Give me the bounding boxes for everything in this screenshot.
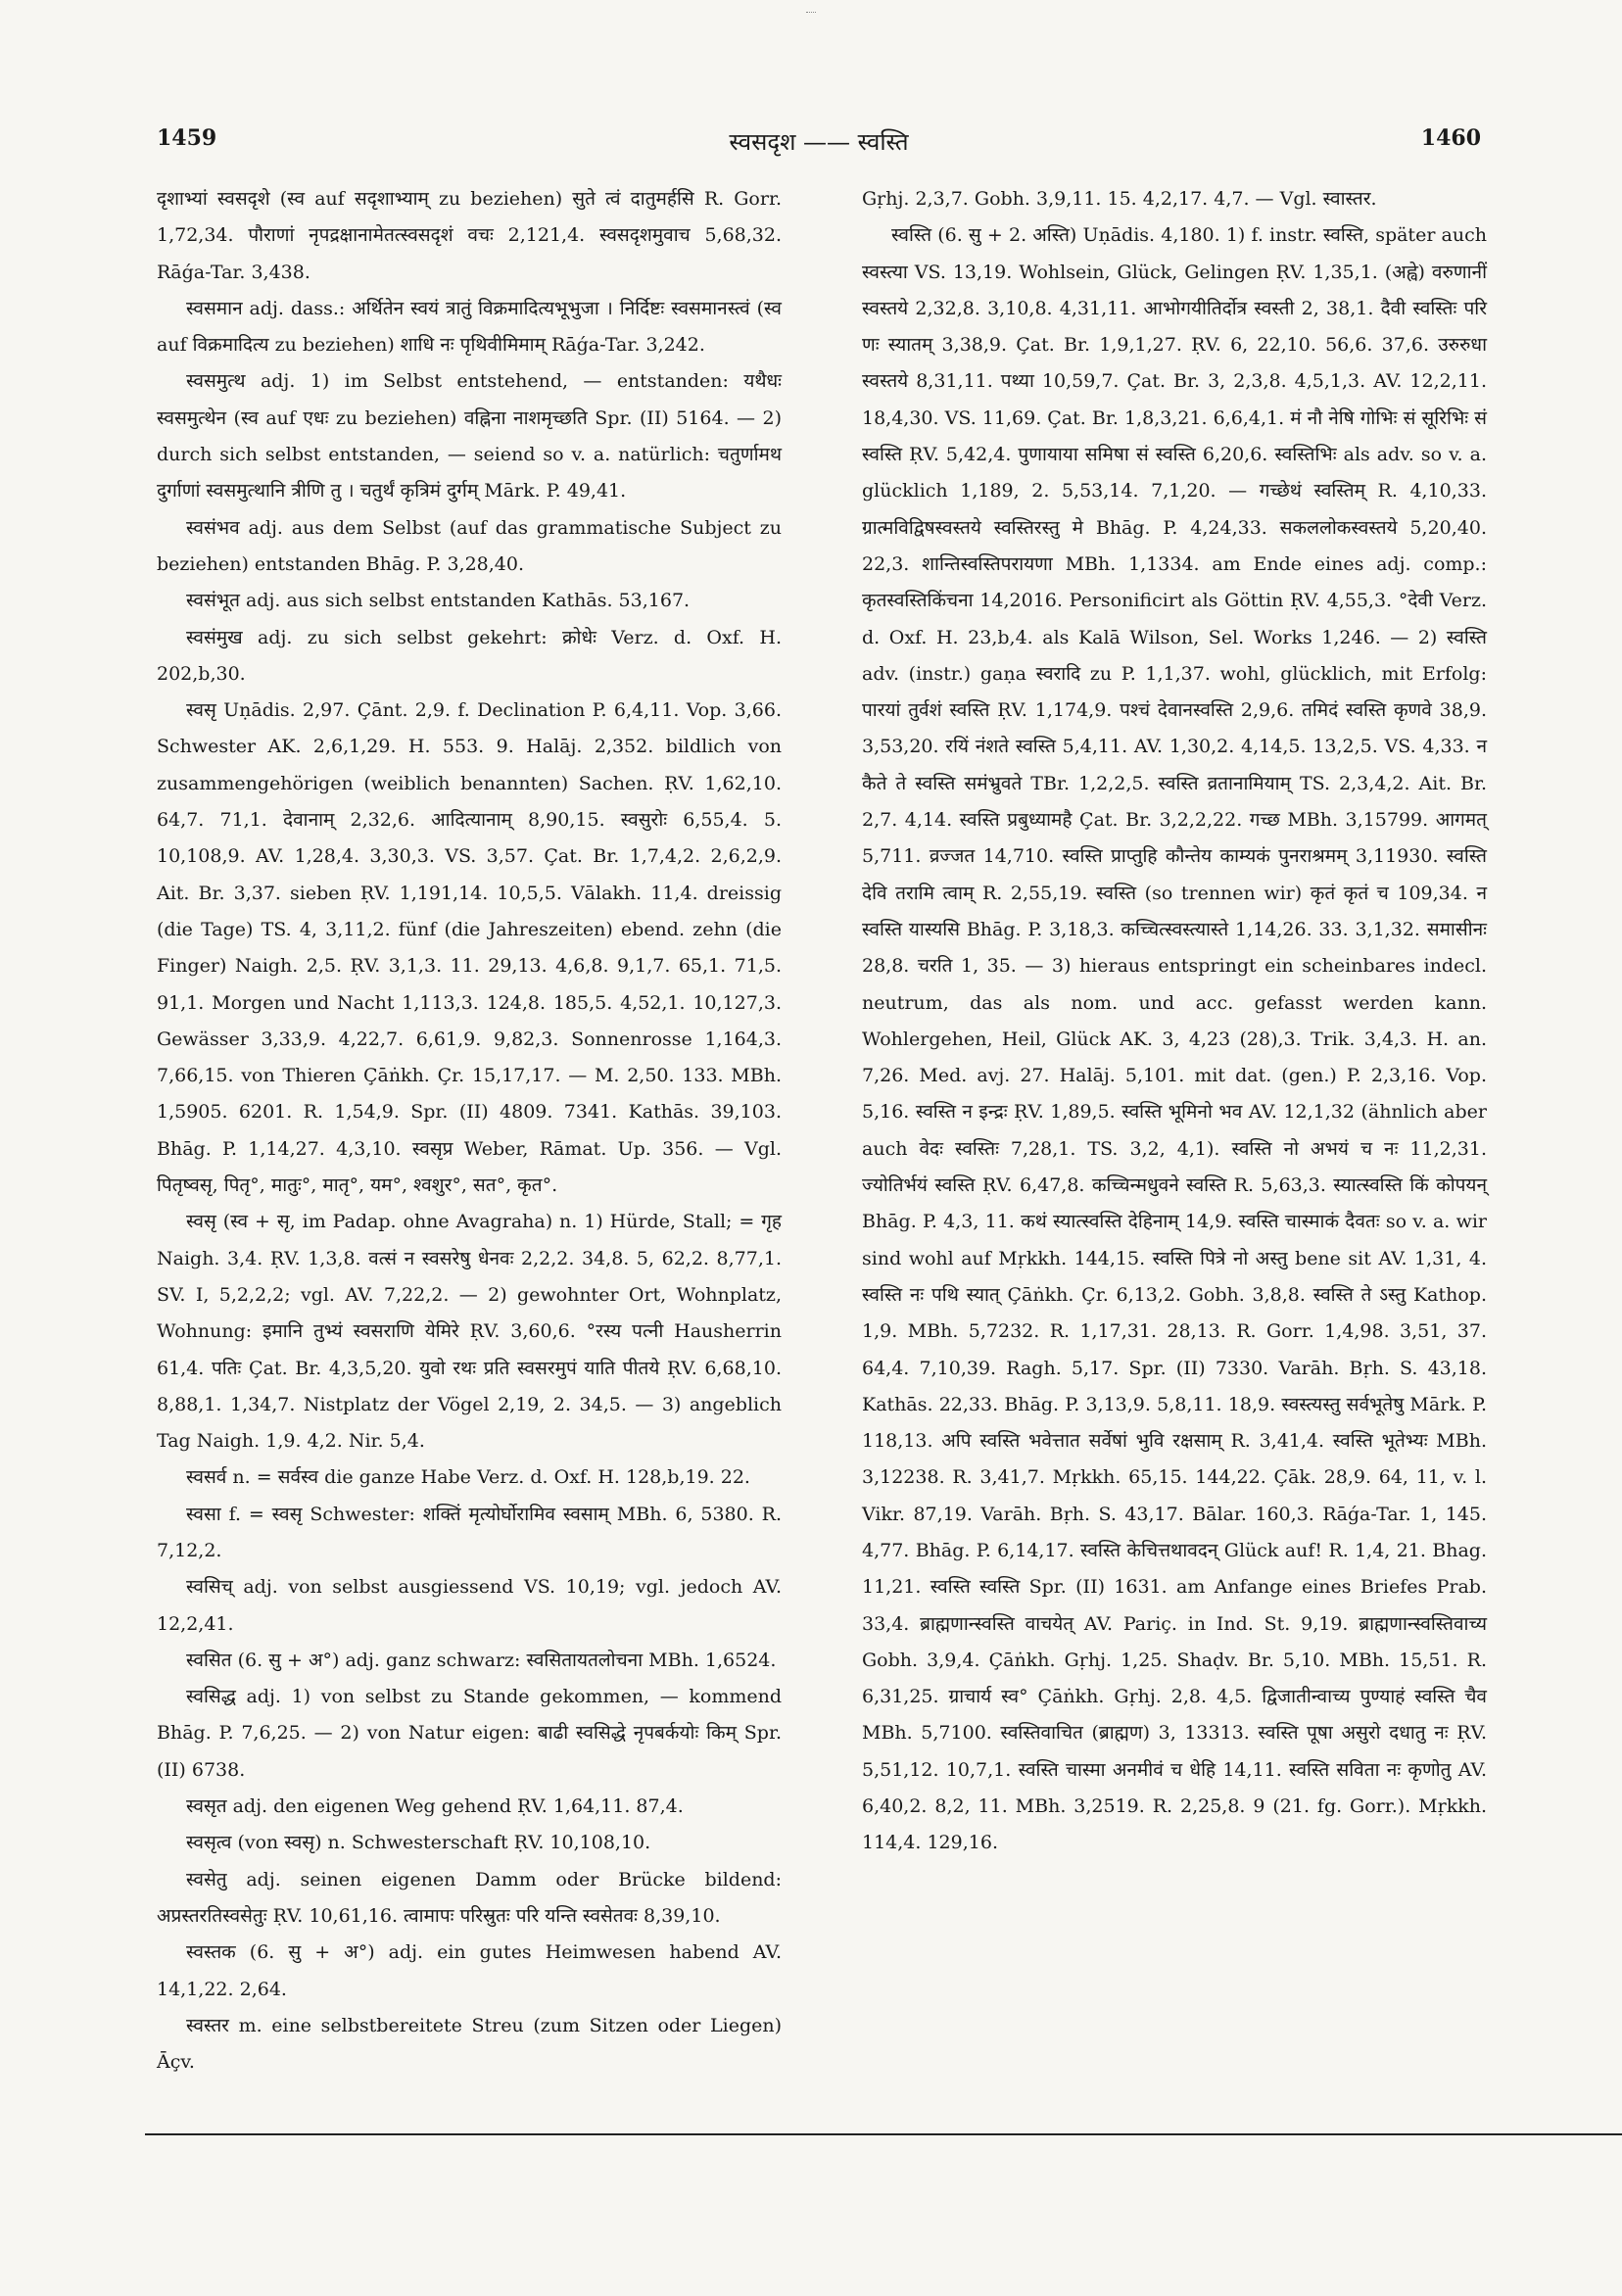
- entry-paragraph: स्वसृ (स्व + सृ, im Padap. ohne Avagraha) n. 1) Hürde, Stall; = गृह Naigh. 3,4. ṚV. 1,3,8. वत्सं न स्वसरेषु धेनवः 2,2,2. 34,8. 5, 62,2. 8,77,1. SV. I, 5,2,2,2; vgl. AV. 7,22,2. — 2) gewohnter Ort, Wohnplatz, Wohnung: इमानि तुभ्यं स्वसराणि येमिरे ṚV. 3,60,6. °रस्य पत्नी Hausherrin 61,4. पतिः Çat. Br. 4,3,5,20. युवो रथः प्रति स्वसरमुपं याति पीतये ṚV. 6,68,10. 8,88,1. 1,34,7. Nistplatz der Vögel 2,19, 2. 34,5. — 3) angeblich Tag Naigh. 1,9. 4,2. Nir. 5,4.: [157, 1211, 782, 1453]
- entry-paragraph: स्वसमान adj. dass.: अर्थितेन स्वयं त्रातुं विक्रमादित्यभूभुजा । निर्दिष्टः स्वसमानस्त्वं (स्व auf विक्रमादित्य zu beziehen) शाधि नः पृथिवीमिमाम् Rāǵa-Tar. 3,242.: [157, 297, 782, 357]
- entry-paragraph: Gṛhj. 2,3,7. Gobh. 3,9,11. 15. 4,2,17. 4,7. — Vgl. स्वास्तर.: [862, 188, 1377, 210]
- left-column: [157, 181, 782, 2081]
- entry-paragraph: स्वसा f. = स्वसृ Schwester: शक्तिं मृत्योर्घोरामिव स्वसाम् MBh. 6, 5380. R. 7,12,2.: [157, 1503, 782, 1561]
- entry-paragraph: स्वसमुत्थ adj. 1) im Selbst entstehend, — entstanden: यथैधः स्वसमुत्थेन (स्व auf एधः zu beziehen) वह्निना नाशमृच्छति Spr. (II) 5164. — 2) durch sich selbst entstanden, — seiend so v. a. natürlich: चतुर्णामथ दुर्गाणां स्वसमुत्थानि त्रीणि तु । चतुर्थं कृत्रिमं दुर्गम् Mārk. P. 49,41.: [157, 370, 782, 502]
- entry-paragraph: स्वस्ति (6. सु + 2. अस्ति) Uṇādis. 4,180. 1) f. instr. स्वस्ति, später auch स्वस्त्या VS. 13,19. Wohlsein, Glück, Gelingen ṚV. 1,35,1. (अह्वे) वरुणानीं स्वस्तये 2,32,8. 3,10,8. 4,31,11. आभोगयीतिर्दोत्र स्वस्ती 2, 38,1. दैवी स्वस्तिः परि णः स्यातम् 3,38,9. Çat. Br. 1,9,1,27. ṚV. 6, 22,10. 56,6. 37,6. उरुरुधा स्वस्तये 8,31,11. पथ्या 10,59,7. Çat. Br. 3, 2,3,8. 4,5,1,3. AV. 12,2,11. 18,4,30. VS. 11,69. Çat. Br. 1,8,3,21. 6,6,4,1. मं नौ नेषि गोभिः सं सूरिभिः सं स्वस्ति ṚV. 5,42,4. पुणायाया समिषा सं स्वस्ति 6,20,6. स्वस्तिभिः als adv. so v. a. glücklich 1,189, 2. 5,53,14. 7,1,20. — गच्छेथं स्वस्तिम् R. 4,10,33. ग्रात्मविद्विषस्वस्तये स्वस्तिरस्तु मे Bhāg. P. 4,24,33. सकललोकस्वस्तये 5,20,40. 22,3. शान्तिस्वस्तिपरायणा MBh. 1,1334. am Ende eines adj. comp.: कृतस्वस्तिकिंचना 14,2016. Personificirt als Göttin ṚV. 4,55,3. °देवी Verz. d. Oxf. H. 23,b,4. als Kalā Wilson, Sel. Works 1,246. — 2) स्वस्ति adv. (instr.) gaṇa स्वरादि zu P. 1,1,37. wohl, glücklich, mit Erfolg: पारयां तुर्वशं स्वस्ति ṚV. 1,174,9. पश्चं देवानस्वस्ति 2,9,6. तमिदं स्वस्ति कृणवे 38,9. 3,53,20. रयिं नंशते स्वस्ति 5,4,11. AV. 1,30,2. 4,14,5. 13,2,5. VS. 4,33. न कैते ते स्वस्ति समंभ्रुवते TBr. 1,2,2,5. स्वस्ति व्रतानामियाम् TS. 2,3,4,2. Ait. Br. 2,7. 4,14. स्वस्ति प्रबुध्यामहै Çat. Br. 3,2,2,22. गच्छ MBh. 3,15799. आगमत् 5,711. व्रज्जत 14,710. स्वस्ति प्राप्तुहि कौन्तेय काम्यकं पुनराश्रमम् 3,11930. स्वस्ति देवि तरामि त्वाम् R. 2,55,19. स्वस्ति (so trennen wir) कृतं कृतं च 109,34. न स्वस्ति यास्यसि Bhāg. P. 3,18,3. कच्चित्स्वस्त्यास्ते 1,14,26. 33. 3,1,32. समासीनः 28,8. चरति 1, 35. — 3) hieraus entspringt ein scheinbares indecl. neutrum, das als nom. und acc. gefasst werden kann. Wohlergehen, Heil, Glück AK. 3, 4,23 (28),3. Trik. 3,4,3. H. an. 7,26. Med. avj. 27. Halāj. 5,101. mit dat. (gen.) P. 2,3,16. Vop. 5,16. स्वस्ति न इन्द्रः ṚV. 1,89,5. स्वस्ति भूमिनो भव AV. 12,1,32 (ähnlich aber auch वेदः स्वस्तिः 7,28,1. TS. 3,2, 4,1). स्वस्ति नो अभयं च नः 11,2,31. ज्योतिर्भयं स्वस्ति ṚV. 6,47,8. कच्चिन्मधुवने स्वस्ति R. 5,63,3. स्यात्स्वस्ति किं कोपयन् Bhāg. P. 4,3, 11. कथं स्यात्स्वस्ति देहिनाम् 14,9. स्वस्ति चास्माकं दैवतः so v. a. wir sind wohl auf Mṛkkh. 144,15. स्वस्ति पित्रे नो अस्तु bene sit AV. 1,31, 4. स्वस्ति नः पथि स्यात् Çāṅkh. Çr. 6,13,2. Gobh. 3,8,8. स्वस्ति ते ऽस्तु Kathop. 1,9. MBh. 5,7232. R. 1,17,31. 28,13. R. Gorr. 1,4,98. 3,51, 37. 64,4. 7,10,39. Ragh. 5,17. Spr. (II) 7330. Varāh. Bṛh. S. 43,18. Kathās. 22,33. Bhāg. P. 3,13,9. 5,8,11. 18,9. स्वस्त्यस्तु सर्वभूतेषु Mārk. P. 118,13. अपि स्वस्ति भवेत्तात सर्वेषां भुवि रक्षसाम् R. 3,41,4. स्वस्ति भूतेभ्यः MBh. 3,12238. R. 3,41,7. Mṛkkh. 65,15. 144,22. Çāk. 28,9. 64, 11, v. l. Vikr. 87,19. Varāh. Bṛh. S. 43,17. Bālar. 160,3. Rāǵa-Tar. 1, 145. 4,77. Bhāg. P. 6,14,17. स्वस्ति केचित्तथावदन् Glück auf! R. 1,4, 21. Bhag. 11,21. स्वस्ति स्वस्ति Spr. (II) 1631. am Anfange eines Briefes Prab. 33,4. ब्राह्मणान्स्वस्ति वाचयेत् AV. Pariç. in Ind. St. 9,19. ब्राह्मणान्स्वस्तिवाच्य Gobh. 3,9,4. Çāṅkh. Gṛhj. 1,25. Shaḍv. Br. 5,10. MBh. 15,51. R. 6,31,25. ग्राचार्य स्व° Çāṅkh. Gṛhj. 2,8. 4,5. द्विजातीन्वाच्य पुण्याहं स्वस्ति चैव MBh. 5,7100. स्वस्तिवाचित (ब्राह्मण) 3, 13313. स्वस्ति पूषा असुरो दधातु नः ṚV. 5,51,12. 10,7,1. स्वस्ति चास्मा अनमीवं च धेहि 14,11. स्वस्ति सविता नः कृणोतु AV. 6,40,2. 8,2, 11. MBh. 3,2519. R. 2,25,8. 9 (21. fg. Gorr.). Mṛkkh. 114,4. 129,16.: [862, 224, 1487, 1854]
- entry-paragraph: स्वसिच् adj. von selbst ausgiessend VS. 10,19; vgl. jedoch AV. 12,2,41.: [157, 1576, 782, 1635]
- entry-paragraph: स्वस्तक (6. सु + अ°) adj. ein gutes Heimwesen habend AV. 14,1,22. 2,64.: [157, 1941, 782, 2000]
- entry-paragraph: दृशाभ्यां स्वसदृशे (स्व auf सदृशाभ्याम् zu beziehen) सुते त्वं दातुमर्हसि R. Gorr. 1,72,34. पौराणां नृपद्रक्षानामेतत्स्वसदृशं वचः 2,121,4. स्वसदृशमुवाच 5,68,32. Rāǵa-Tar. 3,438.: [157, 188, 782, 283]
- entry-paragraph: स्वसंमुख adj. zu sich selbst gekehrt: क्रोधेः Verz. d. Oxf. H. 202,b,30.: [157, 626, 782, 685]
- entry-paragraph: स्वसंभूत adj. aus sich selbst entstanden Kathās. 53,167.: [186, 590, 691, 612]
- entry-paragraph: स्वसेतु adj. seinen eigenen Damm oder Brücke bildend: अप्रस्तरतिस्वसेतुः ṚV. 10,61,16. त्वामापः परिस्रुतः परि यन्ति स्वसेतवः 8,39,10.: [157, 1868, 782, 1927]
- entry-paragraph: स्वसृत्व (von स्वसृ) n. Schwesterschaft ṚV. 10,108,10.: [186, 1832, 651, 1854]
- entry-paragraph: स्वस्तर m. eine selbstbereitete Streu (zum Sitzen oder Liegen) Āçv.: [157, 2014, 782, 2074]
- entry-paragraph: स्वसर्व n. = सर्वस्व die ganze Habe Verz. d. Oxf. H. 128,b,19. 22.: [186, 1466, 750, 1489]
- entry-paragraph: स्वसंभव adj. aus dem Selbst (auf das grammatische Subject zu beziehen) entstanden Bhāg. P. 3,28,40.: [157, 516, 782, 575]
- entry-paragraph: स्वसिद्ध adj. 1) von selbst zu Stande gekommen, — kommend Bhāg. P. 7,6,25. — 2) von Natur eigen: बाढी स्वसिद्धे नृपबर्कयोः किम् Spr. (II) 6738.: [157, 1686, 782, 1781]
- page-header: [157, 125, 1481, 165]
- entry-paragraph: स्वसित (6. सु + अ°) adj. ganz schwarz: स्वसितायतलोचना MBh. 1,6524.: [186, 1649, 777, 1671]
- running-head: स्वसदृश —— स्वस्ति: [729, 128, 909, 156]
- entry-paragraph: स्वसृत adj. den eigenen Weg gehend ṚV. 1,64,11. 87,4.: [186, 1795, 684, 1818]
- scan-speck: [806, 12, 816, 15]
- page-number-right: 1460: [1420, 125, 1481, 151]
- page-number-left: 1459: [157, 125, 217, 151]
- right-column: [862, 181, 1487, 1862]
- entry-paragraph: स्वसृ Uṇādis. 2,97. Çānt. 2,9. f. Declination P. 6,4,11. Vop. 3,66. Schwester AK. 2,6,1,29. H. 553. 9. Halāj. 2,352. bildlich von zusammengehörigen (weiblich benannten) Sachen. ṚV. 1,62,10. 64,7. 71,1. देवानाम् 2,32,6. आदित्यानाम् 8,90,15. स्वसुरोः 6,55,4. 5. 10,108,9. AV. 1,28,4. 3,30,3. VS. 3,57. Çat. Br. 1,7,4,2. 2,6,2,9. Ait. Br. 3,37. sieben ṚV. 1,191,14. 10,5,5. Vālakh. 11,4. dreissig (die Tage) TS. 4, 3,11,2. fünf (die Jahreszeiten) ebend. zehn (die Finger) Naigh. 2,5. ṚV. 3,1,3. 11. 29,13. 4,6,8. 9,1,7. 65,1. 71,5. 91,1. Morgen und Nacht 1,113,3. 124,8. 185,5. 4,52,1. 10,127,3. Gewässer 3,33,9. 4,22,7. 6,61,9. 9,82,3. Sonnenrosse 1,164,3. 7,66,15. von Thieren Çāṅkh. Çr. 15,17,17. — M. 2,50. 133. MBh. 1,5905. 6201. R. 1,54,9. Spr. (II) 4809. 7341. Kathās. 39,103. Bhāg. P. 1,14,27. 4,3,10. स्वसृप्र Weber, Rāmat. Up. 356. — Vgl. पितृष्वसृ, पितृ°, मातुः°, मातृ°, यम°, श्वशुर°, सत°, कृत°.: [157, 699, 782, 1197]
- bottom-rule: [145, 2133, 1622, 2135]
